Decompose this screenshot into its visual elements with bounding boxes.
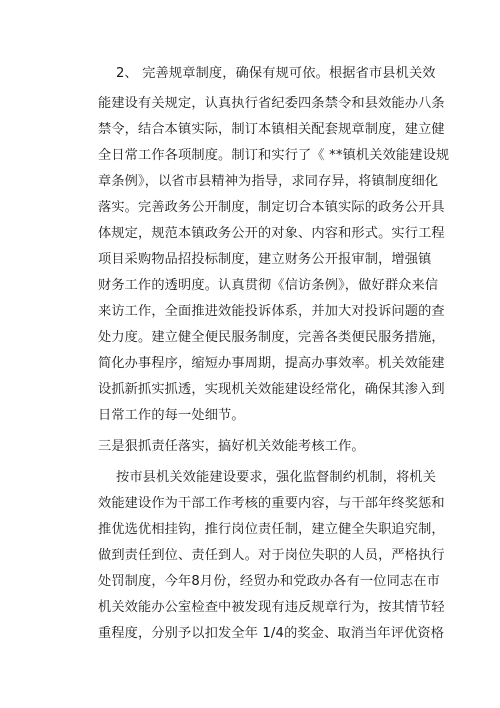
- paragraph-line: 日常工作的每一处细节。: [98, 408, 245, 423]
- paragraph-line: 推优选优相挂钩，推行岗位责任制，建立健全失职追究制，: [98, 522, 445, 537]
- paragraph-line: 财务工作的透明度。认真贯彻《信访条例》，做好群众来信: [98, 278, 439, 293]
- paragraph-line: 落实。完善政务公开制度，制定切合本镇实际的政务公开具: [98, 200, 445, 215]
- paragraph-line: 处力度。建立健全便民服务制度，完善各类便民服务措施，: [98, 330, 445, 345]
- paragraph-line: 做到责任到位、责任到人。对于岗位失职的人员，严格执行: [98, 548, 445, 563]
- paragraph-line: 能建设有关规定，认真执行省纪委四条禁令和县效能办八条: [98, 96, 445, 111]
- paragraph-line: 简化办事程序，缩短办事周期，提高办事效率。机关效能建: [98, 356, 445, 371]
- paragraph-line: 体规定，规范本镇政务公开的对象、内容和形式。实行工程: [98, 226, 445, 241]
- paragraph-line: 处罚制度，今年8月份，经贸办和党政办各有一位同志在市: [98, 574, 440, 589]
- paragraph-line: 来访工作，全面推进效能投诉体系，并加大对投诉问题的查: [98, 304, 445, 319]
- section-heading: 三是狠抓责任落实，搞好机关效能考核工作。: [98, 439, 365, 454]
- paragraph-line: 禁令，结合本镇实际，制订本镇相关配套规章制度，建立健: [98, 122, 445, 137]
- paragraph-line: 全日常工作各项制度。制订和实行了《 **镇机关效能建设规: [98, 148, 450, 163]
- paragraph-line: 设抓新抓实抓透，实现机关效能建设经常化，确保其渗入到: [98, 382, 445, 397]
- paragraph-line: 2、 完善规章制度，确保有规可依。根据省市县机关效: [116, 66, 436, 81]
- paragraph-line: 重程度，分别予以扣发全年 1/4的奖金、取消当年评优资格: [98, 626, 445, 641]
- paragraph-line: 项目采购物品招投标制度，建立财务公开报审制，增强镇: [98, 252, 432, 267]
- paragraph-line: 按市县机关效能建设要求，强化监督制约机制，将机关: [116, 470, 437, 485]
- paragraph-line: 章条例》，以省市县精神为指导，求同存异，将镇制度细化: [98, 174, 439, 189]
- paragraph-line: 机关效能办公室检查中被发现有违反规章行为，按其情节轻: [98, 600, 445, 615]
- paragraph-line: 效能建设作为干部工作考核的重要内容，与干部年终奖惩和: [98, 496, 445, 511]
